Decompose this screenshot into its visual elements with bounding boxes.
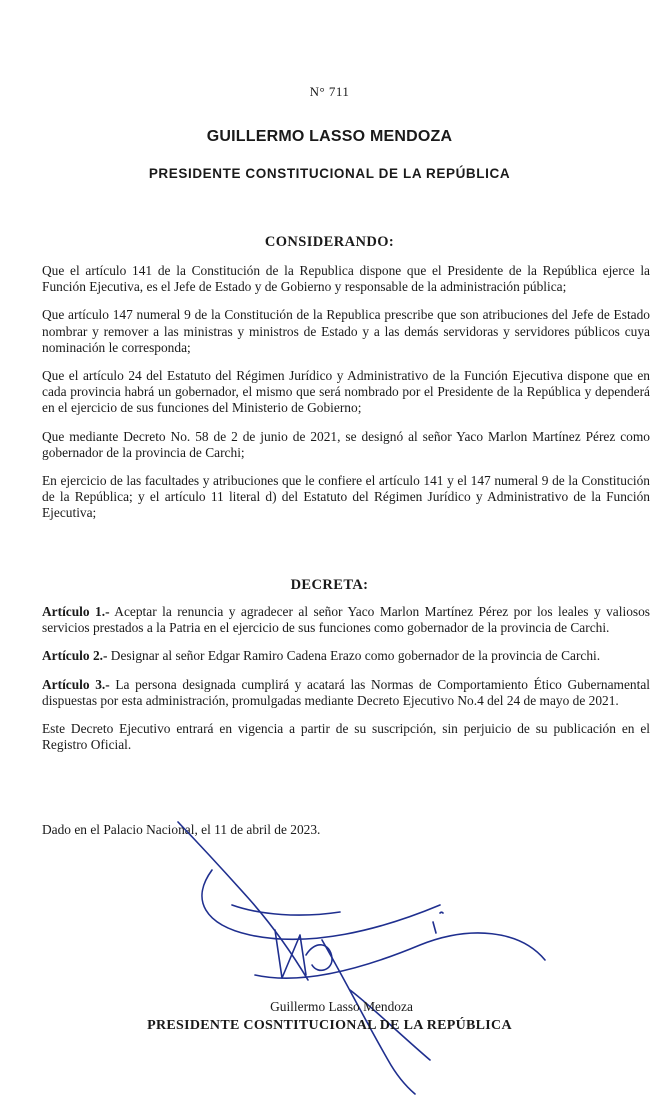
signature-stroke (255, 933, 545, 978)
signature-stroke (275, 930, 306, 978)
decreta-heading: DECRETA: (290, 577, 369, 593)
article-label: Artículo 2.- (42, 648, 108, 664)
signature-stroke (202, 870, 440, 939)
considerando-paragraph: Que el artículo 141 de la Constitución de la Republica dispone que el Presidente de la República ejerce la Función Ejecutiva, es el Jefe de Estado y de Gobierno y responsable de la administración pública; (42, 263, 650, 295)
signature-stroke (322, 940, 415, 1094)
considerando-paragraph: Que artículo 147 numeral 9 de la Constitución de la Republica prescribe que son atribuciones del Jefe de Estado nombrar y remover a las ministras y ministros de Estado y a las demás servidoras y servidores públicos cuya nominación le corresponda; (42, 307, 650, 355)
signature-strokes (178, 822, 545, 1094)
president-name-header: GUILLERMO LASSO MENDOZA (206, 128, 453, 145)
signature-stroke (178, 822, 308, 980)
article-text: La persona designada cumplirá y acatará las Normas de Comportamiento Ético Gubernamental dispuestas por esta administración, promulgadas mediante Decreto Ejecutivo No.4 del 24 de mayo de 2021. (42, 676, 650, 708)
considerando-paragraph: En ejercicio de las facultades y atribuciones que le confiere el artículo 141 y el 147 numeral 9 de la Constitución de la República; y el artículo 11 literal d) del Estatuto del Régimen Jurídico y Administrativo de la Función Ejecutiva; (42, 473, 650, 521)
vigencia-paragraph: Este Decreto Ejecutivo entrará en vigencia a partir de su suscripción, sin perjuicio de su publicación en el Registro Oficial. (42, 721, 650, 753)
article-1 (42, 604, 650, 636)
place-date: Dado en el Palacio Nacional, el 11 de abril de 2023. (42, 822, 321, 837)
considerando-section (42, 263, 650, 534)
signatory-name: Guillermo Lasso Mendoza (270, 999, 413, 1014)
article-2 (42, 648, 650, 664)
article-text: Aceptar la renuncia y agradecer al señor Yaco Marlon Martínez Pérez por los leales y valiosos servicios prestados a la Patria en el ejercicio de sus funciones como gobernador de la provincia de Carchi. (42, 604, 651, 636)
article-label: Artículo 1.- (42, 604, 110, 619)
article-text: Designar al señor Edgar Ramiro Cadena Erazo como gobernador de la provincia de Carchi. (107, 648, 601, 664)
decreta-section (42, 604, 650, 765)
signatory-title: PRESIDENTE COSNTITUCIONAL DE LA REPÚBLICA (147, 1018, 512, 1033)
signature-stroke (232, 905, 340, 915)
article-3 (42, 677, 650, 709)
signature-stroke (306, 945, 332, 971)
president-office-header: PRESIDENTE CONSTITUCIONAL DE LA REPÚBLICA (148, 166, 511, 181)
considerando-heading: CONSIDERANDO: (264, 234, 395, 250)
signature-stroke (433, 922, 436, 933)
article-label: Artículo 3.- (42, 676, 110, 692)
considerando-paragraph: Que el artículo 24 del Estatuto del Régimen Jurídico y Administrativo de la Función Ejecutiva dispone que en cada provincia habrá un gobernador, el mismo que será nombrado por el Presidente de la República y dependerá en el ejercicio de sus funciones del Ministerio de Gobierno; (42, 368, 650, 416)
signature-stroke (440, 912, 443, 913)
decree-number: N° 711 (309, 84, 350, 99)
considerando-paragraph: Que mediante Decreto No. 58 de 2 de junio de 2021, se designó al señor Yaco Marlon Martínez Pérez como gobernador de la provincia de Carchi; (42, 428, 650, 460)
